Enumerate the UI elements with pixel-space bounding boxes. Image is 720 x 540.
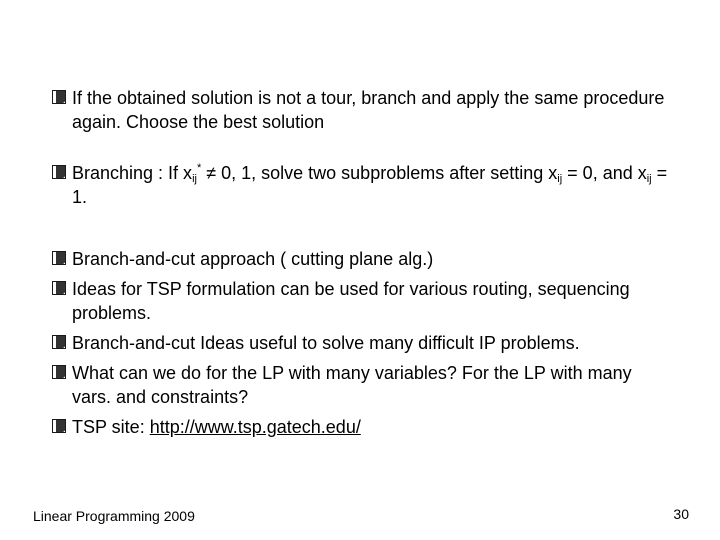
superscript: * [196,162,202,174]
subscript: ij [557,173,563,185]
checkbox-bullet-icon [52,165,67,180]
checkbox-bullet-icon [52,90,67,105]
bullet-item [52,277,672,325]
bullet-text-part: Branching : If x [72,163,193,183]
bullet-text: Branch-and-cut Ideas useful to solve many difficult IP problems. [72,333,580,353]
footer-course-title: Linear Programming 2009 [33,508,195,524]
checkbox-bullet-icon [52,365,67,380]
subscript: ij [192,173,197,185]
slide-number: 30 [673,506,689,522]
tsp-site-link[interactable]: http://www.tsp.gatech.edu/ [149,417,361,437]
bullet-item [52,161,672,209]
bullet-text: If the obtained solution is not a tour, branch and apply the same procedure again. Choose the best solution [72,88,665,132]
bullet-text: Ideas for TSP formulation can be used for various routing, sequencing problems. [72,279,630,323]
bullet-text-part: ≠ 0, 1, solve two subproblems after setting x [201,163,558,183]
bullet-list [52,86,672,439]
checkbox-bullet-icon [52,335,67,350]
bullet-item [52,361,672,409]
bullet-text: Branch-and-cut approach ( cutting plane alg.) [72,249,434,269]
bullet-item [52,331,672,355]
bullet-item [52,247,672,271]
bullet-text: TSP site: [72,417,150,437]
checkbox-bullet-icon [52,419,67,434]
checkbox-bullet-icon [52,251,67,266]
bullet-text-part: = 0, and x [562,163,647,183]
bullet-item [52,86,672,134]
bullet-text-part: = 1. [72,163,668,207]
subscript: ij [646,173,652,185]
bullet-text: What can we do for the LP with many variables? For the LP with many vars. and constraints? [72,363,632,407]
checkbox-bullet-icon [52,281,67,296]
bullet-item [52,415,672,439]
